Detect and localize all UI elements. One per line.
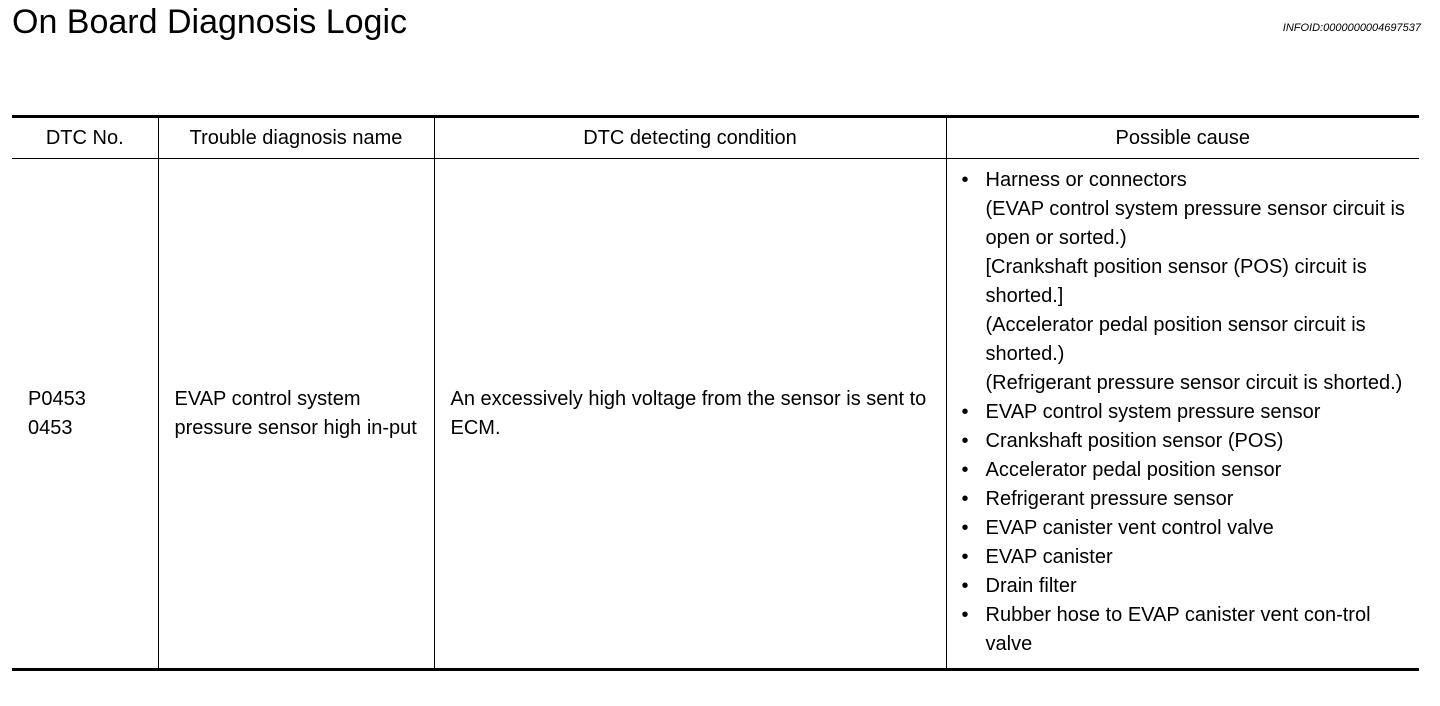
cause-detail-accelerator-circuit: (Accelerator pedal position sensor circuit is shorted.): [985, 314, 1366, 365]
cause-item: • Crankshaft position sensor (POS): [961, 427, 1414, 456]
cause-item: • EVAP canister: [961, 543, 1414, 572]
trouble-diagnosis-name-cell: EVAP control system pressure sensor high in-put: [158, 159, 434, 670]
dtc-number-secondary: 0453: [28, 416, 73, 439]
cause-item: • EVAP control system pressure sensor: [961, 398, 1414, 427]
possible-cause-cell: [946, 159, 1419, 670]
table-row: [12, 159, 1419, 670]
column-header-trouble-diagnosis-name: Trouble diagnosis name: [158, 117, 434, 159]
cause-item: • Drain filter: [961, 572, 1414, 601]
cause-detail-pressure-sensor-circuit: (EVAP control system pressure sensor circuit is open or sorted.): [985, 198, 1405, 249]
info-id: INFOID:0000000004697537: [1282, 22, 1421, 34]
diagnosis-table: [12, 115, 1419, 671]
cause-item: • Accelerator pedal position sensor: [961, 456, 1414, 485]
cause-detail-refrigerant-circuit: (Refrigerant pressure sensor circuit is shorted.): [985, 372, 1403, 394]
dtc-number-cell: [12, 159, 158, 670]
page-title: On Board Diagnosis Logic: [12, 3, 408, 41]
dtc-detecting-condition-cell: An excessively high voltage from the sensor is sent to ECM.: [434, 159, 946, 670]
dtc-number-primary: P0453: [28, 387, 86, 410]
cause-item: • Rubber hose to EVAP canister vent con-trol valve: [961, 601, 1414, 659]
column-header-possible-cause: Possible cause: [946, 117, 1419, 159]
column-header-dtc-no: DTC No.: [12, 117, 158, 159]
table-header-row: [12, 117, 1419, 159]
column-header-dtc-detecting-condition: DTC detecting condition: [434, 117, 946, 159]
possible-cause-list: [961, 166, 1414, 659]
cause-item: • Refrigerant pressure sensor: [961, 485, 1414, 514]
cause-detail-crankshaft-circuit: [Crankshaft position sensor (POS) circuit is shorted.]: [985, 256, 1367, 307]
cause-item: • EVAP canister vent control valve: [961, 514, 1414, 543]
cause-item-label: • Harness or connectors: [985, 169, 1187, 191]
cause-item-harness-or-connectors: [961, 166, 1414, 398]
